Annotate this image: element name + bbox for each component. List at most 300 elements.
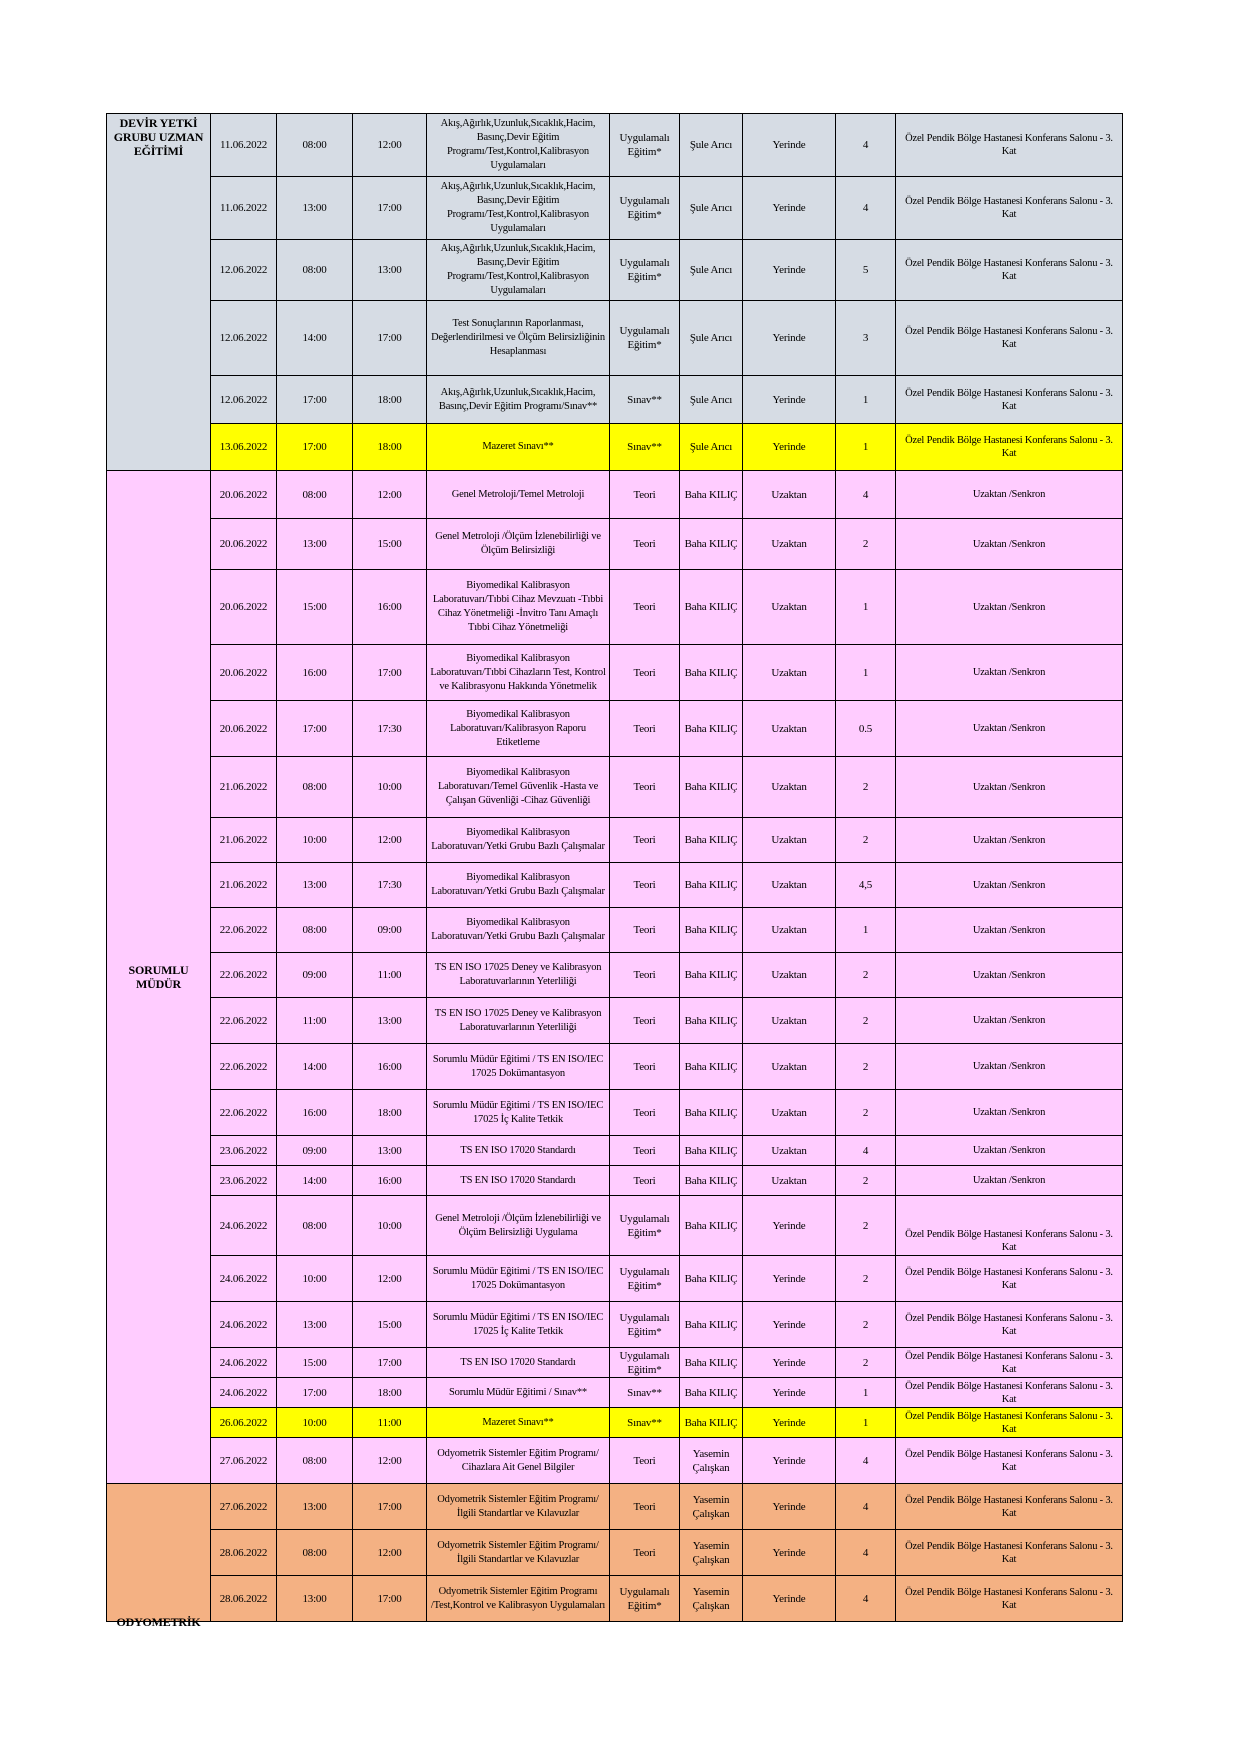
table-row	[107, 240, 1123, 301]
subject-cell: Mazeret Sınavı**	[427, 1408, 610, 1438]
duration-hours-cell: 4	[836, 1484, 896, 1530]
end-time-cell: 17:00	[353, 1348, 427, 1378]
subject-cell: Biyomedikal Kalibrasyon Laboratuvarı/Temel Güvenlik -Hasta ve Çalışan Güvenliği -Cihaz Güvenliği	[427, 757, 610, 818]
start-time-cell: 11:00	[277, 998, 353, 1044]
subject-cell: Odyometrik Sistemler Eğitim Programı/ İlgili Standartlar ve Kılavuzlar	[427, 1484, 610, 1530]
subject-cell: Biyomedikal Kalibrasyon Laboratuvarı/Tıbbi Cihaz Mevzuatı -Tıbbi Cihaz Yönetmeliği -İnvitro Tanı Amaçlı Tıbbi Cihaz Yönetmeliği	[427, 570, 610, 645]
trainer-cell: Baha KILIÇ	[680, 757, 743, 818]
start-time-cell: 08:00	[277, 114, 353, 177]
trainer-cell: Yasemin Çalışkan	[680, 1530, 743, 1576]
delivery-mode-cell: Yerinde	[743, 1348, 836, 1378]
duration-hours-cell: 4	[836, 1438, 896, 1484]
trainer-cell: Baha KILIÇ	[680, 953, 743, 998]
start-time-cell: 14:00	[277, 1166, 353, 1196]
end-time-cell: 13:00	[353, 1136, 427, 1166]
location-cell: Özel Pendik Bölge Hastanesi Konferans Salonu - 3. Kat	[896, 1378, 1123, 1408]
start-time-cell: 13:00	[277, 177, 353, 240]
table-row	[107, 701, 1123, 757]
table-row	[107, 645, 1123, 701]
subject-cell: Sorumlu Müdür Eğitimi / TS EN ISO/IEC 17025 İç Kalite Tetkik	[427, 1302, 610, 1348]
duration-hours-cell: 2	[836, 1166, 896, 1196]
trainer-cell: Şule Arıcı	[680, 301, 743, 376]
delivery-mode-cell: Yerinde	[743, 1302, 836, 1348]
table-row	[107, 1136, 1123, 1166]
location-cell: Özel Pendik Bölge Hastanesi Konferans Salonu - 3. Kat	[896, 1408, 1123, 1438]
table-row	[107, 471, 1123, 519]
table-row	[107, 1166, 1123, 1196]
location-cell: Uzaktan /Senkron	[896, 570, 1123, 645]
duration-hours-cell: 1	[836, 570, 896, 645]
training-type-cell: Sınav**	[610, 424, 680, 471]
delivery-mode-cell: Yerinde	[743, 1484, 836, 1530]
location-cell: Özel Pendik Bölge Hastanesi Konferans Salonu - 3. Kat	[896, 1530, 1123, 1576]
delivery-mode-cell: Yerinde	[743, 1576, 836, 1622]
location-cell: Özel Pendik Bölge Hastanesi Konferans Salonu - 3. Kat	[896, 424, 1123, 471]
subject-cell: TS EN ISO 17020 Standardı	[427, 1166, 610, 1196]
end-time-cell: 10:00	[353, 1196, 427, 1256]
subject-cell: TS EN ISO 17020 Standardı	[427, 1136, 610, 1166]
duration-hours-cell: 3	[836, 301, 896, 376]
training-type-cell: Teori	[610, 1166, 680, 1196]
delivery-mode-cell: Yerinde	[743, 1256, 836, 1302]
table-row	[107, 519, 1123, 570]
end-time-cell: 17:00	[353, 177, 427, 240]
group-title-cell	[107, 1484, 211, 1629]
duration-hours-cell: 2	[836, 519, 896, 570]
trainer-cell: Baha KILIÇ	[680, 1044, 743, 1090]
trainer-cell: Baha KILIÇ	[680, 1166, 743, 1196]
location-cell: Özel Pendik Bölge Hastanesi Konferans Salonu - 3. Kat	[896, 240, 1123, 301]
end-time-cell: 12:00	[353, 818, 427, 863]
date-cell: 20.06.2022	[211, 645, 277, 701]
training-type-cell: Sınav**	[610, 1408, 680, 1438]
trainer-cell: Baha KILIÇ	[680, 570, 743, 645]
duration-hours-cell: 2	[836, 1044, 896, 1090]
duration-hours-cell: 2	[836, 1256, 896, 1302]
trainer-cell: Şule Arıcı	[680, 114, 743, 177]
date-cell: 22.06.2022	[211, 1044, 277, 1090]
group-title-cell: SORUMLU MÜDÜR	[107, 471, 211, 1484]
start-time-cell: 10:00	[277, 818, 353, 863]
training-type-cell: Sınav**	[610, 376, 680, 424]
trainer-cell: Baha KILIÇ	[680, 818, 743, 863]
start-time-cell: 08:00	[277, 1438, 353, 1484]
start-time-cell: 16:00	[277, 1090, 353, 1136]
end-time-cell: 18:00	[353, 376, 427, 424]
training-type-cell: Teori	[610, 1438, 680, 1484]
duration-hours-cell: 4	[836, 1576, 896, 1622]
start-time-cell: 13:00	[277, 1302, 353, 1348]
subject-cell: TS EN ISO 17020 Standardı	[427, 1348, 610, 1378]
training-type-cell: Uygulamalı Eğitim*	[610, 1256, 680, 1302]
end-time-cell: 12:00	[353, 114, 427, 177]
end-time-cell: 12:00	[353, 1438, 427, 1484]
table-row	[107, 818, 1123, 863]
subject-cell: Sorumlu Müdür Eğitimi / TS EN ISO/IEC 17025 İç Kalite Tetkik	[427, 1090, 610, 1136]
delivery-mode-cell: Uzaktan	[743, 908, 836, 953]
duration-hours-cell: 4	[836, 471, 896, 519]
subject-cell: Akış,Ağırlık,Uzunluk,Sıcaklık,Hacim, Basınç,Devir Eğitim Programı/Test,Kontrol,Kalibrasyon Uygulamaları	[427, 114, 610, 177]
subject-cell: Genel Metroloji/Temel Metroloji	[427, 471, 610, 519]
duration-hours-cell: 2	[836, 1348, 896, 1378]
subject-cell: Sorumlu Müdür Eğitimi / TS EN ISO/IEC 17025 Dokümantasyon	[427, 1044, 610, 1090]
start-time-cell: 14:00	[277, 301, 353, 376]
delivery-mode-cell: Uzaktan	[743, 645, 836, 701]
date-cell: 12.06.2022	[211, 240, 277, 301]
end-time-cell: 15:00	[353, 1302, 427, 1348]
end-time-cell: 17:00	[353, 1576, 427, 1622]
delivery-mode-cell: Uzaktan	[743, 863, 836, 908]
delivery-mode-cell: Yerinde	[743, 1196, 836, 1256]
delivery-mode-cell: Uzaktan	[743, 1166, 836, 1196]
start-time-cell: 08:00	[277, 471, 353, 519]
training-type-cell: Sınav**	[610, 1378, 680, 1408]
end-time-cell: 16:00	[353, 1166, 427, 1196]
subject-cell: Mazeret Sınavı**	[427, 424, 610, 471]
location-cell: Uzaktan /Senkron	[896, 1090, 1123, 1136]
delivery-mode-cell: Yerinde	[743, 177, 836, 240]
trainer-cell: Yasemin Çalışkan	[680, 1576, 743, 1622]
location-cell: Özel Pendik Bölge Hastanesi Konferans Salonu - 3. Kat	[896, 1438, 1123, 1484]
start-time-cell: 13:00	[277, 1576, 353, 1622]
table-row	[107, 1348, 1123, 1378]
start-time-cell: 17:00	[277, 376, 353, 424]
end-time-cell: 17:30	[353, 863, 427, 908]
table-row	[107, 757, 1123, 818]
training-type-cell: Uygulamalı Eğitim*	[610, 177, 680, 240]
training-type-cell: Teori	[610, 863, 680, 908]
start-time-cell: 10:00	[277, 1256, 353, 1302]
start-time-cell: 08:00	[277, 1530, 353, 1576]
duration-hours-cell: 1	[836, 376, 896, 424]
start-time-cell: 13:00	[277, 863, 353, 908]
trainer-cell: Baha KILIÇ	[680, 701, 743, 757]
subject-cell: Akış,Ağırlık,Uzunluk,Sıcaklık,Hacim, Basınç,Devir Eğitim Programı/Test,Kontrol,Kalibrasyon Uygulamaları	[427, 177, 610, 240]
location-cell: Uzaktan /Senkron	[896, 863, 1123, 908]
location-cell: Özel Pendik Bölge Hastanesi Konferans Salonu - 3. Kat	[896, 1576, 1123, 1622]
trainer-cell: Yasemin Çalışkan	[680, 1438, 743, 1484]
location-cell: Özel Pendik Bölge Hastanesi Konferans Salonu - 3. Kat	[896, 376, 1123, 424]
table-row	[107, 177, 1123, 240]
table-row	[107, 1530, 1123, 1576]
date-cell: 24.06.2022	[211, 1348, 277, 1378]
delivery-mode-cell: Uzaktan	[743, 701, 836, 757]
duration-hours-cell: 4	[836, 1136, 896, 1166]
delivery-mode-cell: Uzaktan	[743, 570, 836, 645]
start-time-cell: 08:00	[277, 908, 353, 953]
duration-hours-cell: 2	[836, 1196, 896, 1256]
end-time-cell: 18:00	[353, 1378, 427, 1408]
duration-hours-cell: 0.5	[836, 701, 896, 757]
table-row	[107, 908, 1123, 953]
date-cell: 21.06.2022	[211, 818, 277, 863]
training-schedule-table	[106, 113, 1123, 1629]
end-time-cell: 17:00	[353, 645, 427, 701]
delivery-mode-cell: Yerinde	[743, 1530, 836, 1576]
start-time-cell: 08:00	[277, 757, 353, 818]
trainer-cell: Baha KILIÇ	[680, 1302, 743, 1348]
date-cell: 28.06.2022	[211, 1576, 277, 1622]
trainer-cell: Baha KILIÇ	[680, 1196, 743, 1256]
duration-hours-cell: 2	[836, 998, 896, 1044]
start-time-cell: 15:00	[277, 570, 353, 645]
training-type-cell: Uygulamalı Eğitim*	[610, 1196, 680, 1256]
trainer-cell: Yasemin Çalışkan	[680, 1484, 743, 1530]
end-time-cell: 12:00	[353, 1256, 427, 1302]
location-cell: Özel Pendik Bölge Hastanesi Konferans Salonu - 3. Kat	[896, 301, 1123, 376]
duration-hours-cell: 2	[836, 757, 896, 818]
group-title-cell: DEVİR YETKİ GRUBU UZMAN EĞİTİMİ	[107, 114, 211, 471]
duration-hours-cell: 1	[836, 1378, 896, 1408]
table-row	[107, 1044, 1123, 1090]
training-type-cell: Teori	[610, 645, 680, 701]
delivery-mode-cell: Uzaktan	[743, 757, 836, 818]
table-row	[107, 863, 1123, 908]
date-cell: 22.06.2022	[211, 953, 277, 998]
table-row	[107, 376, 1123, 424]
table-row	[107, 424, 1123, 471]
subject-cell: Odyometrik Sistemler Eğitim Programı/ Cihazlara Ait Genel Bilgiler	[427, 1438, 610, 1484]
delivery-mode-cell: Uzaktan	[743, 1136, 836, 1166]
location-cell: Uzaktan /Senkron	[896, 757, 1123, 818]
location-cell: Özel Pendik Bölge Hastanesi Konferans Salonu - 3. Kat	[896, 177, 1123, 240]
table-row	[107, 998, 1123, 1044]
table-row	[107, 1438, 1123, 1484]
trainer-cell: Şule Arıcı	[680, 177, 743, 240]
duration-hours-cell: 4	[836, 114, 896, 177]
start-time-cell: 17:00	[277, 424, 353, 471]
group-title-label: ODYOMETRİK	[116, 1615, 201, 1629]
trainer-cell: Şule Arıcı	[680, 424, 743, 471]
training-type-cell: Uygulamalı Eğitim*	[610, 301, 680, 376]
duration-hours-cell: 2	[836, 818, 896, 863]
table-row	[107, 570, 1123, 645]
duration-hours-cell: 1	[836, 1408, 896, 1438]
date-cell: 20.06.2022	[211, 701, 277, 757]
location-cell: Uzaktan /Senkron	[896, 953, 1123, 998]
subject-cell: Akış,Ağırlık,Uzunluk,Sıcaklık,Hacim, Basınç,Devir Eğitim Programı/Test,Kontrol,Kalibrasyon Uygulamaları	[427, 240, 610, 301]
date-cell: 12.06.2022	[211, 376, 277, 424]
start-time-cell: 15:00	[277, 1348, 353, 1378]
end-time-cell: 12:00	[353, 1530, 427, 1576]
location-cell: Özel Pendik Bölge Hastanesi Konferans Salonu - 3. Kat	[896, 1302, 1123, 1348]
location-cell: Uzaktan /Senkron	[896, 519, 1123, 570]
location-cell: Uzaktan /Senkron	[896, 1136, 1123, 1166]
location-cell: Uzaktan /Senkron	[896, 1044, 1123, 1090]
date-cell: 12.06.2022	[211, 301, 277, 376]
trainer-cell: Baha KILIÇ	[680, 998, 743, 1044]
duration-hours-cell: 1	[836, 645, 896, 701]
location-cell: Özel Pendik Bölge Hastanesi Konferans Salonu - 3. Kat	[896, 1196, 1123, 1256]
delivery-mode-cell: Uzaktan	[743, 1044, 836, 1090]
training-type-cell: Teori	[610, 818, 680, 863]
delivery-mode-cell: Yerinde	[743, 376, 836, 424]
subject-cell: TS EN ISO 17025 Deney ve Kalibrasyon Laboratuvarlarının Yeterliliği	[427, 998, 610, 1044]
table-row	[107, 114, 1123, 177]
training-type-cell: Uygulamalı Eğitim*	[610, 1576, 680, 1622]
date-cell: 22.06.2022	[211, 1090, 277, 1136]
location-cell: Özel Pendik Bölge Hastanesi Konferans Salonu - 3. Kat	[896, 1256, 1123, 1302]
end-time-cell: 16:00	[353, 570, 427, 645]
duration-hours-cell: 1	[836, 424, 896, 471]
date-cell: 21.06.2022	[211, 863, 277, 908]
location-cell: Uzaktan /Senkron	[896, 908, 1123, 953]
training-type-cell: Teori	[610, 1044, 680, 1090]
end-time-cell: 17:30	[353, 701, 427, 757]
table-row	[107, 1484, 1123, 1530]
date-cell: 26.06.2022	[211, 1408, 277, 1438]
date-cell: 24.06.2022	[211, 1302, 277, 1348]
training-type-cell: Teori	[610, 1090, 680, 1136]
end-time-cell: 16:00	[353, 1044, 427, 1090]
delivery-mode-cell: Yerinde	[743, 424, 836, 471]
duration-hours-cell: 4	[836, 1530, 896, 1576]
duration-hours-cell: 4	[836, 177, 896, 240]
end-time-cell: 09:00	[353, 908, 427, 953]
end-time-cell: 13:00	[353, 240, 427, 301]
table-row	[107, 1090, 1123, 1136]
duration-hours-cell: 5	[836, 240, 896, 301]
table-row	[107, 1576, 1123, 1622]
end-time-cell: 13:00	[353, 998, 427, 1044]
delivery-mode-cell: Uzaktan	[743, 1090, 836, 1136]
end-time-cell: 10:00	[353, 757, 427, 818]
date-cell: 22.06.2022	[211, 998, 277, 1044]
end-time-cell: 18:00	[353, 424, 427, 471]
delivery-mode-cell: Yerinde	[743, 301, 836, 376]
subject-cell: TS EN ISO 17025 Deney ve Kalibrasyon Laboratuvarlarının Yeterliliği	[427, 953, 610, 998]
subject-cell: Sorumlu Müdür Eğitimi / TS EN ISO/IEC 17025 Dokümantasyon	[427, 1256, 610, 1302]
date-cell: 27.06.2022	[211, 1484, 277, 1530]
trainer-cell: Baha KILIÇ	[680, 1090, 743, 1136]
training-type-cell: Teori	[610, 701, 680, 757]
date-cell: 20.06.2022	[211, 471, 277, 519]
location-cell: Özel Pendik Bölge Hastanesi Konferans Salonu - 3. Kat	[896, 114, 1123, 177]
table-row	[107, 1256, 1123, 1302]
training-type-cell: Uygulamalı Eğitim*	[610, 1302, 680, 1348]
training-type-cell: Teori	[610, 998, 680, 1044]
training-type-cell: Teori	[610, 757, 680, 818]
location-cell: Uzaktan /Senkron	[896, 645, 1123, 701]
start-time-cell: 13:00	[277, 519, 353, 570]
subject-cell: Biyomedikal Kalibrasyon Laboratuvarı/Kalibrasyon Raporu Etiketleme	[427, 701, 610, 757]
subject-cell: Odyometrik Sistemler Eğitim Programı/ İlgili Standartlar ve Kılavuzlar	[427, 1530, 610, 1576]
subject-cell: Biyomedikal Kalibrasyon Laboratuvarı/Yetki Grubu Bazlı Çalışmalar	[427, 818, 610, 863]
start-time-cell: 10:00	[277, 1408, 353, 1438]
table-row	[107, 1408, 1123, 1438]
location-cell: Uzaktan /Senkron	[896, 1166, 1123, 1196]
trainer-cell: Baha KILIÇ	[680, 863, 743, 908]
date-cell: 24.06.2022	[211, 1378, 277, 1408]
trainer-cell: Baha KILIÇ	[680, 471, 743, 519]
end-time-cell: 17:00	[353, 1484, 427, 1530]
start-time-cell: 09:00	[277, 953, 353, 998]
end-time-cell: 18:00	[353, 1090, 427, 1136]
trainer-cell: Baha KILIÇ	[680, 519, 743, 570]
trainer-cell: Şule Arıcı	[680, 240, 743, 301]
start-time-cell: 08:00	[277, 240, 353, 301]
trainer-cell: Şule Arıcı	[680, 376, 743, 424]
delivery-mode-cell: Uzaktan	[743, 818, 836, 863]
start-time-cell: 09:00	[277, 1136, 353, 1166]
start-time-cell: 08:00	[277, 1196, 353, 1256]
end-time-cell: 11:00	[353, 953, 427, 998]
delivery-mode-cell: Yerinde	[743, 1438, 836, 1484]
delivery-mode-cell: Uzaktan	[743, 953, 836, 998]
date-cell: 11.06.2022	[211, 114, 277, 177]
trainer-cell: Baha KILIÇ	[680, 1348, 743, 1378]
delivery-mode-cell: Yerinde	[743, 240, 836, 301]
table-row	[107, 1196, 1123, 1256]
end-time-cell: 15:00	[353, 519, 427, 570]
table-row	[107, 1302, 1123, 1348]
training-type-cell: Teori	[610, 953, 680, 998]
start-time-cell: 16:00	[277, 645, 353, 701]
training-type-cell: Teori	[610, 908, 680, 953]
date-cell: 21.06.2022	[211, 757, 277, 818]
subject-cell: Akış,Ağırlık,Uzunluk,Sıcaklık,Hacim, Basınç,Devir Eğitim Programı/Sınav**	[427, 376, 610, 424]
duration-hours-cell: 2	[836, 1090, 896, 1136]
date-cell: 24.06.2022	[211, 1196, 277, 1256]
training-type-cell: Teori	[610, 1136, 680, 1166]
subject-cell: Biyomedikal Kalibrasyon Laboratuvarı/Yetki Grubu Bazlı Çalışmalar	[427, 863, 610, 908]
location-cell: Uzaktan /Senkron	[896, 818, 1123, 863]
start-time-cell: 13:00	[277, 1484, 353, 1530]
training-type-cell: Uygulamalı Eğitim*	[610, 1348, 680, 1378]
trainer-cell: Baha KILIÇ	[680, 645, 743, 701]
subject-cell: Genel Metroloji /Ölçüm İzlenebilirliği ve Ölçüm Belirsizliği	[427, 519, 610, 570]
subject-cell: Test Sonuçlarının Raporlanması, Değerlendirilmesi ve Ölçüm Belirsizliğinin Hesaplanması	[427, 301, 610, 376]
location-cell: Uzaktan /Senkron	[896, 471, 1123, 519]
delivery-mode-cell: Uzaktan	[743, 998, 836, 1044]
date-cell: 11.06.2022	[211, 177, 277, 240]
trainer-cell: Baha KILIÇ	[680, 1408, 743, 1438]
date-cell: 23.06.2022	[211, 1166, 277, 1196]
training-type-cell: Teori	[610, 1484, 680, 1530]
training-type-cell: Teori	[610, 1530, 680, 1576]
trainer-cell: Baha KILIÇ	[680, 1256, 743, 1302]
delivery-mode-cell: Yerinde	[743, 1378, 836, 1408]
training-type-cell: Teori	[610, 570, 680, 645]
training-type-cell: Teori	[610, 471, 680, 519]
duration-hours-cell: 4,5	[836, 863, 896, 908]
duration-hours-cell: 2	[836, 953, 896, 998]
date-cell: 22.06.2022	[211, 908, 277, 953]
duration-hours-cell: 2	[836, 1302, 896, 1348]
subject-cell: Genel Metroloji /Ölçüm İzlenebilirliği ve Ölçüm Belirsizliği Uygulama	[427, 1196, 610, 1256]
location-cell: Uzaktan /Senkron	[896, 701, 1123, 757]
subject-cell: Biyomedikal Kalibrasyon Laboratuvarı/Tıbbi Cihazların Test, Kontrol ve Kalibrasyonu Hakkında Yönetmelik	[427, 645, 610, 701]
location-cell: Özel Pendik Bölge Hastanesi Konferans Salonu - 3. Kat	[896, 1348, 1123, 1378]
table-row	[107, 953, 1123, 998]
training-type-cell: Teori	[610, 519, 680, 570]
duration-hours-cell: 1	[836, 908, 896, 953]
trainer-cell: Baha KILIÇ	[680, 908, 743, 953]
trainer-cell: Baha KILIÇ	[680, 1136, 743, 1166]
delivery-mode-cell: Uzaktan	[743, 519, 836, 570]
table-row	[107, 301, 1123, 376]
delivery-mode-cell: Uzaktan	[743, 471, 836, 519]
date-cell: 27.06.2022	[211, 1438, 277, 1484]
date-cell: 24.06.2022	[211, 1256, 277, 1302]
date-cell: 28.06.2022	[211, 1530, 277, 1576]
location-cell: Uzaktan /Senkron	[896, 998, 1123, 1044]
subject-cell: Odyometrik Sistemler Eğitim Programı /Test,Kontrol ve Kalibrasyon Uygulamaları	[427, 1576, 610, 1622]
date-cell: 13.06.2022	[211, 424, 277, 471]
training-type-cell: Uygulamalı Eğitim*	[610, 240, 680, 301]
start-time-cell: 17:00	[277, 1378, 353, 1408]
table-row	[107, 1378, 1123, 1408]
